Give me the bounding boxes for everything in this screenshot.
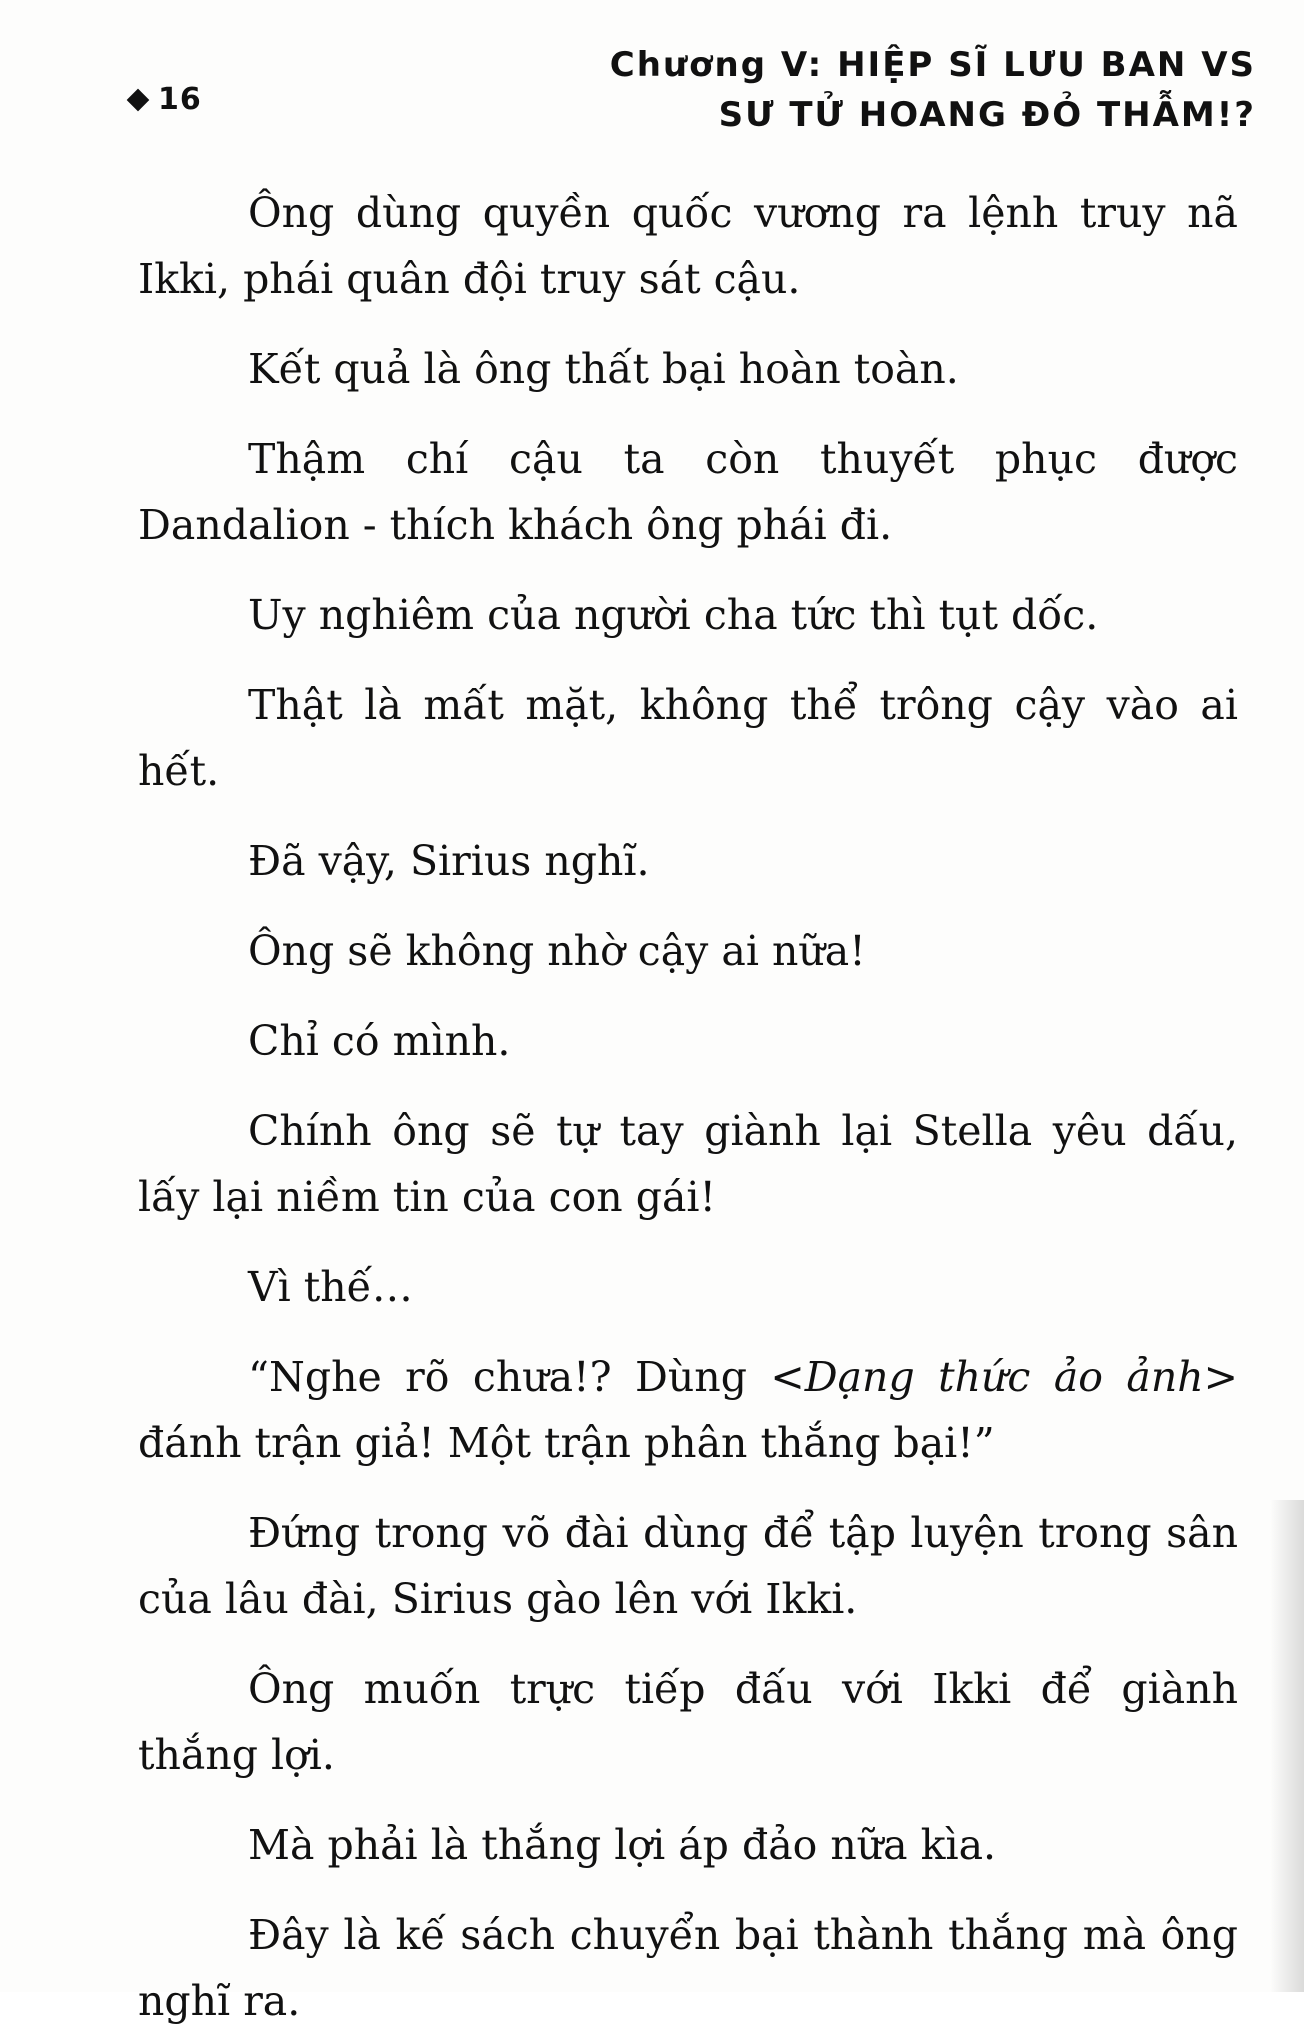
paragraph-9: Chính ông sẽ tự tay giành lại Stella yêu dấu, lấy lại niềm tin của con gái! xyxy=(138,1107,1238,1221)
body-text xyxy=(138,180,1238,2034)
diamond-icon xyxy=(127,88,150,111)
page-number-text: 16 xyxy=(158,82,202,117)
paragraph-3: Thậm chí cậu ta còn thuyết phục được Dandalion - thích khách ông phái đi. xyxy=(138,435,1238,549)
page-header xyxy=(0,0,1304,150)
paragraph-13: Ông muốn trực tiếp đấu với Ikki để giành thắng lợi. xyxy=(138,1665,1238,1779)
chapter-title-line-1: Chương V: HIỆP SĨ LƯU BAN VS xyxy=(609,45,1256,85)
paragraph-15: Đây là kế sách chuyển bại thành thắng mà ông nghĩ ra. xyxy=(138,1911,1238,2025)
dialogue-end: > đánh trận giả! Một trận phân thắng bại!” xyxy=(138,1353,1238,1467)
chapter-title xyxy=(610,40,1256,140)
paragraph-11-dialogue xyxy=(138,1344,1238,1476)
paragraph-6: Đã vậy, Sirius nghĩ. xyxy=(248,837,650,885)
dialogue-start: “Nghe rõ chưa!? Dùng < xyxy=(248,1353,805,1401)
paragraph-7: Ông sẽ không nhờ cậy ai nữa! xyxy=(248,927,866,975)
page-number xyxy=(130,82,202,117)
paragraph-5: Thật là mất mặt, không thể trông cậy vào ai hết. xyxy=(138,681,1238,795)
paragraph-12: Đứng trong võ đài dùng để tập luyện trong sân của lâu đài, Sirius gào lên với Ikki. xyxy=(138,1509,1238,1623)
chapter-title-line-2: SƯ TỬ HOANG ĐỎ THẪM!? xyxy=(718,95,1256,135)
paragraph-8: Chỉ có mình. xyxy=(248,1017,511,1065)
paragraph-14: Mà phải là thắng lợi áp đảo nữa kìa. xyxy=(248,1821,997,1869)
paragraph-10: Vì thế… xyxy=(248,1263,413,1311)
skill-name: Dạng thức ảo ảnh xyxy=(804,1353,1204,1401)
paragraph-2: Kết quả là ông thất bại hoàn toàn. xyxy=(248,345,959,393)
paragraph-1: Ông dùng quyền quốc vương ra lệnh truy nã Ikki, phái quân đội truy sát cậu. xyxy=(138,189,1238,303)
paragraph-4: Uy nghiêm của người cha tức thì tụt dốc. xyxy=(248,591,1099,639)
page-edge-shadow xyxy=(1270,1500,1304,1992)
